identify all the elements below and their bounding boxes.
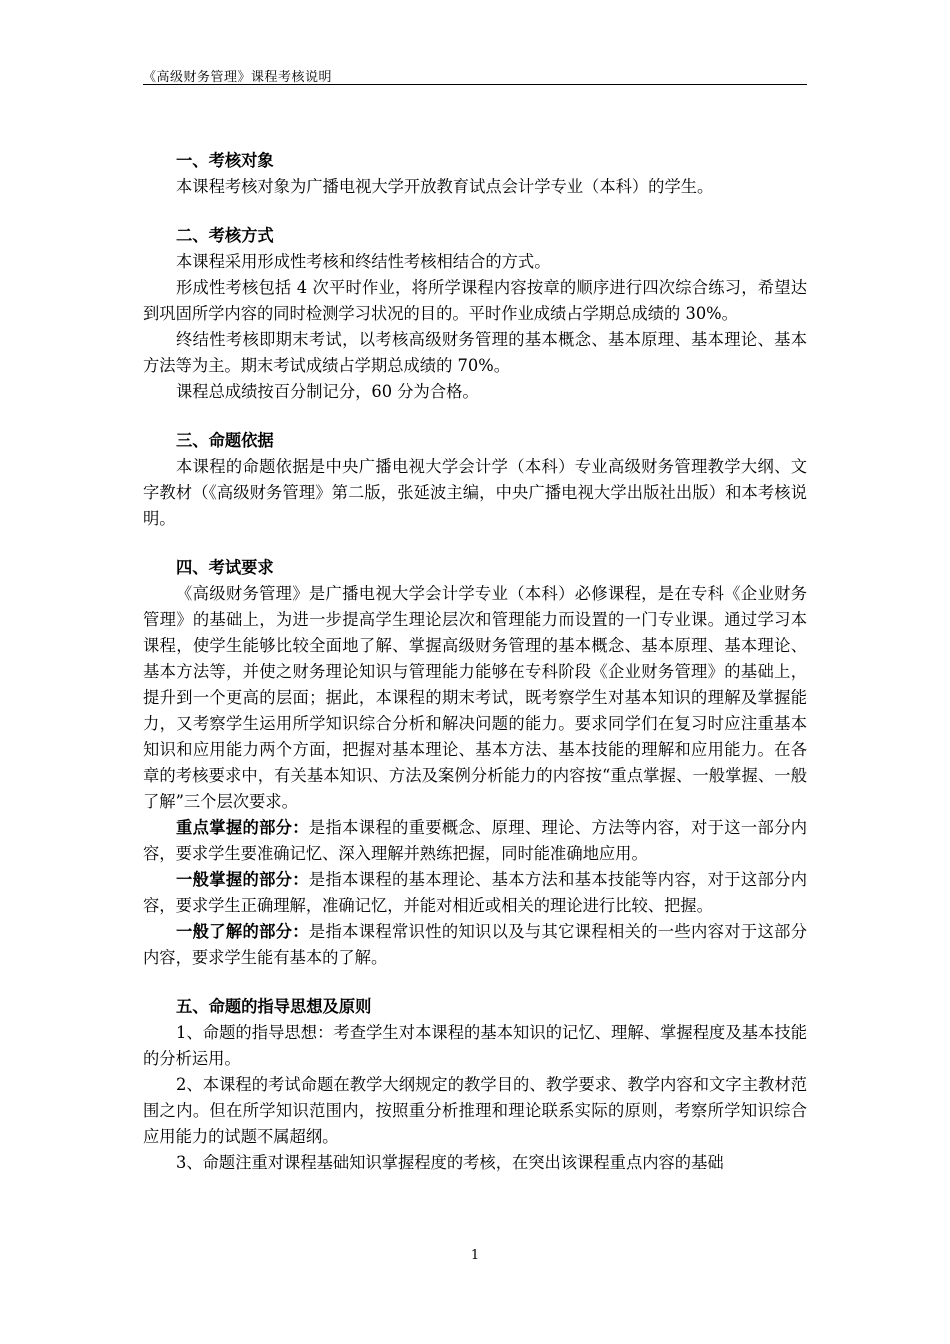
running-header: 《高级财务管理》课程考核说明 — [143, 70, 333, 85]
section-4-paragraph-1: 《高级财务管理》是广播电视大学会计学专业（本科）必修课程，是在专科《企业财务管理》的基础上，为进一步提高学生理论层次和管理能力而设置的一门专业课。通过学习本课程，使学生能够比较全面地了解、掌握高级财务管理的基本概念、基本原理、基本理论、基本方法等，并使之财务理论知识与管理能力能够在专科阶段《企业财务管理》的基础上，提升到一个更高的层面；据此，本课程的期末考试，既考察学生对基本知识的理解及掌握能力，又考察学生运用所学知识综合分析和解决问题的能力。要求同学们在复习时应注重基本知识和应用能力两个方面，把握对基本理论、基本方法、基本技能的理解和应用能力。在各章的考核要求中，有关基本知识、方法及案例分析能力的内容按“重点掌握、一般掌握、一般了解”三个层次要求。 — [143, 584, 807, 811]
section-1-paragraph: 本课程考核对象为广播电视大学开放教育试点会计学专业（本科）的学生。 — [176, 177, 714, 196]
section-5-paragraph-2: 2、本课程的考试命题在教学大纲规定的教学目的、教学要求、教学内容和文字主教材范围之内。但在所学知识范围内，按照重分析推理和理论联系实际的原则，考察所学知识综合应用能力的试题不属超纲。 — [143, 1075, 807, 1146]
section-5-heading: 五、命题的指导思想及原则 — [176, 997, 372, 1016]
section-4-paragraph-2 — [143, 815, 807, 867]
spacer — [143, 405, 807, 428]
section-2-paragraph-3: 终结性考核即期末考试，以考核高级财务管理的基本概念、基本原理、基本理论、基本方法等为主。期末考试成绩占学期总成绩的 70%。 — [143, 330, 807, 375]
header-divider — [143, 84, 807, 85]
section-4-paragraph-3 — [143, 867, 807, 919]
section-5-paragraph-3: 3、命题注重对课程基础知识掌握程度的考核，在突出该课程重点内容的基础 — [176, 1153, 724, 1172]
section-4-paragraph-4 — [143, 919, 807, 971]
section-3-paragraph: 本课程的命题依据是中央广播电视大学会计学（本科）专业高级财务管理教学大纲、文字教材（《高级财务管理》第二版，张延波主编，中央广播电视大学出版社出版）和本考核说明。 — [143, 457, 807, 528]
section-2-paragraph-2: 形成性考核包括 4 次平时作业，将所学课程内容按章的顺序进行四次综合练习，希望达到巩固所学内容的同时检测学习状况的目的。平时作业成绩占学期总成绩的 30%。 — [143, 278, 807, 323]
spacer — [143, 532, 807, 555]
document-body — [143, 148, 807, 1176]
general-understanding-label: 一般了解的部分： — [176, 922, 309, 941]
general-mastery-text: 是指本课程的基本理论、基本方法和基本技能等内容，对于这部分内容，要求学生正确理解，准确记忆，并能对相近或相关的理论进行比较、把握。 — [143, 870, 807, 915]
key-mastery-text: 是指本课程的重要概念、原理、理论、方法等内容，对于这一部分内容，要求学生要准确记忆、深入理解并熟练把握，同时能准确地应用。 — [143, 818, 807, 863]
section-4-heading: 四、考试要求 — [176, 558, 274, 577]
general-mastery-label: 一般掌握的部分： — [176, 870, 309, 889]
key-mastery-label: 重点掌握的部分： — [176, 818, 309, 837]
spacer — [143, 200, 807, 223]
section-3-heading: 三、命题依据 — [176, 431, 274, 450]
section-1-heading: 一、考核对象 — [176, 151, 274, 170]
spacer — [143, 971, 807, 994]
section-2-heading: 二、考核方式 — [176, 226, 274, 245]
section-2-paragraph-4: 课程总成绩按百分制记分，60 分为合格。 — [176, 382, 479, 401]
section-5-paragraph-1: 1、命题的指导思想：考查学生对本课程的基本知识的记忆、理解、掌握程度及基本技能的分析运用。 — [143, 1023, 807, 1068]
general-understanding-text: 是指本课程常识性的知识以及与其它课程相关的一些内容对于这部分内容，要求学生能有基本的了解。 — [143, 922, 807, 967]
page-number: 1 — [470, 1248, 480, 1263]
section-2-paragraph-1: 本课程采用形成性考核和终结性考核相结合的方式。 — [176, 252, 551, 271]
